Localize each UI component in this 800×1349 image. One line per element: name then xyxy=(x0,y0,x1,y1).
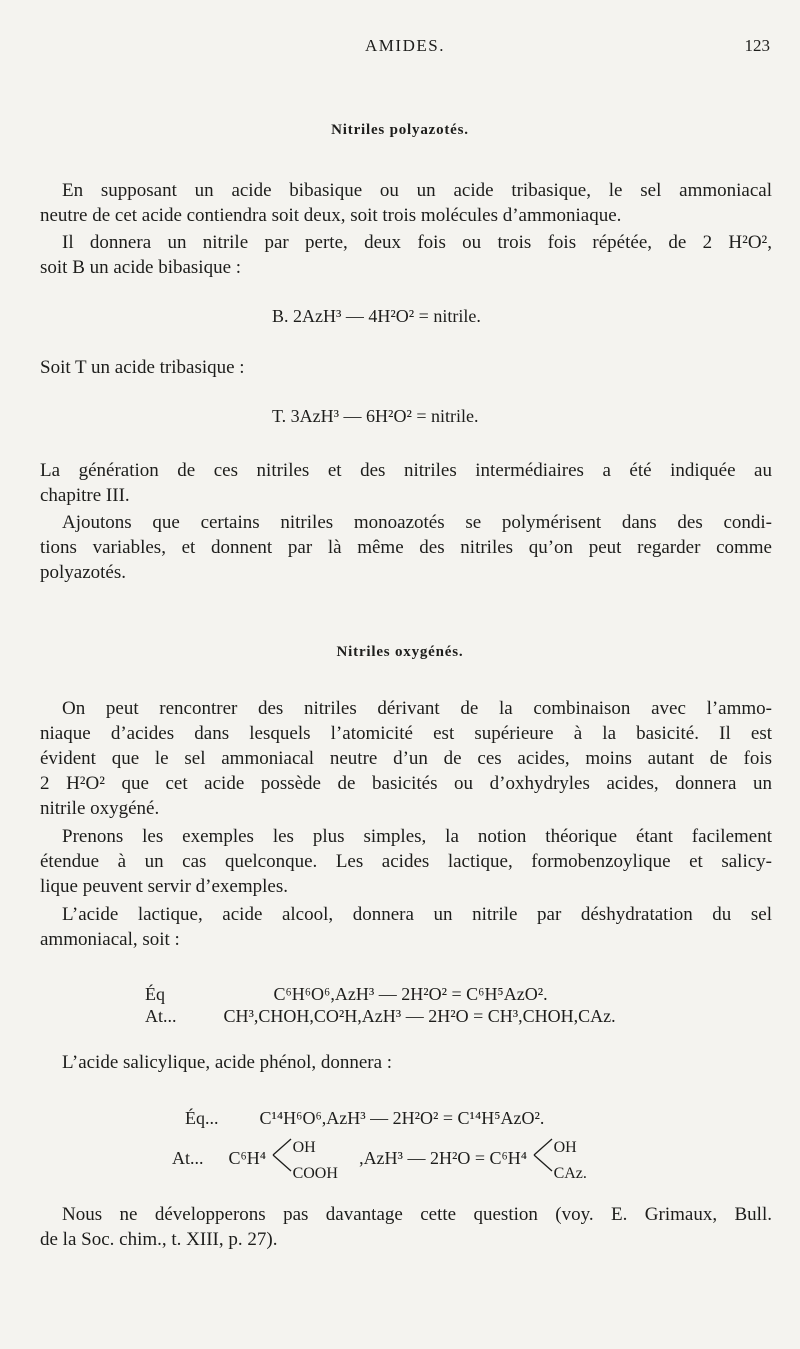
text-line: Soit T un acide tribasique : xyxy=(40,357,245,378)
running-title: AMIDES. xyxy=(365,36,445,55)
paragraph xyxy=(40,510,772,585)
page-number: 123 xyxy=(744,36,770,55)
paragraph xyxy=(40,355,772,380)
branch-top: OH xyxy=(292,1138,316,1156)
formula-bibasic: B. 2AzH³ — 4H²O² = nitrile. xyxy=(272,306,481,326)
text-line: étendue à un cas quelconque. Les acides lactique, formobenzoylique et salicy- xyxy=(40,851,772,872)
formula-group: C⁶H⁴ xyxy=(228,1148,267,1168)
section-title-polyazotes: Nitriles polyazotés. xyxy=(331,122,469,138)
text-line: ammoniacal, soit : xyxy=(40,929,180,950)
text-line: nitrile oxygéné. xyxy=(40,798,160,819)
formula-label: Éq... xyxy=(185,1108,219,1128)
branch-top: OH xyxy=(553,1138,577,1156)
text-line: neutre de cet acide contiendra soit deux, soit trois molécules d’ammoniaque. xyxy=(40,205,622,226)
paragraph xyxy=(40,458,772,508)
formula-label: At... xyxy=(145,1006,177,1026)
formula-label: At... xyxy=(172,1148,204,1168)
text-line: La génération de ces nitriles et des nitriles intermédiaires a été indiquée au xyxy=(40,460,772,481)
text-line: lique peuvent servir d’exemples. xyxy=(40,876,288,897)
branch-lines xyxy=(532,1137,554,1173)
branch-bottom: COOH xyxy=(292,1164,338,1182)
text-line: chapitre III. xyxy=(40,485,130,506)
text-line: de la Soc. chim., t. XIII, p. 27). xyxy=(40,1229,278,1250)
formula-lactic-eq xyxy=(145,984,548,1005)
text-line: Prenons les exemples les plus simples, la notion théorique étant facilement xyxy=(62,826,772,847)
text-line: On peut rencontrer des nitriles dérivant de la combinaison avec l’ammo- xyxy=(62,698,772,719)
branch-bracket xyxy=(271,1138,375,1182)
formula-label: Éq xyxy=(145,984,165,1004)
running-header xyxy=(40,36,770,60)
formula-tribasic: T. 3AzH³ — 6H²O² = nitrile. xyxy=(272,406,479,426)
section-title-oxygenes: Nitriles oxygénés. xyxy=(336,644,464,660)
text-line: Nous ne développerons pas davantage cette question (voy. E. Grimaux, Bull. xyxy=(62,1204,772,1225)
formula-body: CH³,CHOH,CO²H,AzH³ — 2H²O = CH³,CHOH,CAz. xyxy=(223,1006,616,1026)
paragraph xyxy=(40,696,772,821)
paragraph xyxy=(40,230,772,280)
text-line: Il donnera un nitrile par perte, deux fois ou trois fois répétée, de 2 H²O², xyxy=(62,232,772,253)
text-line: En supposant un acide bibasique ou un acide tribasique, le sel ammoniacal xyxy=(62,180,772,201)
text-line: tions variables, et donnent par là même des nitriles qu’on peut regarder comme xyxy=(40,537,772,558)
text-line: soit B un acide bibasique : xyxy=(40,257,242,278)
text-line: L’acide salicylique, acide phénol, donnera : xyxy=(62,1052,393,1073)
formula-salicylic-eq xyxy=(185,1108,544,1129)
paragraph xyxy=(40,1202,772,1252)
text-line: niaque d’acides dans lesquels l’atomicité est supérieure à la basicité. Il est xyxy=(40,723,772,744)
formula-salicylic-at xyxy=(172,1138,592,1182)
branch-bottom: CAz. xyxy=(553,1164,587,1182)
branch-bracket xyxy=(532,1138,592,1182)
formula-body: C⁶H⁶O⁶,AzH³ — 2H²O² = C⁶H⁵AzO². xyxy=(273,984,548,1004)
paragraph xyxy=(40,178,772,228)
text-line: Ajoutons que certains nitriles monoazotés se polymérisent dans des condi- xyxy=(62,512,772,533)
branch-lines xyxy=(271,1137,293,1173)
paragraph xyxy=(40,824,772,899)
paragraph xyxy=(40,902,772,952)
text-line: L’acide lactique, acide alcool, donnera un nitrile par déshydratation du sel xyxy=(62,904,772,925)
formula-body: C¹⁴H⁶O⁶,AzH³ — 2H²O² = C¹⁴H⁵AzO². xyxy=(259,1108,545,1128)
text-line: polyazotés. xyxy=(40,562,127,583)
formula-body: ,AzH³ — 2H²O = C⁶H⁴ xyxy=(359,1148,528,1168)
paragraph xyxy=(40,1050,772,1075)
formula-lactic-at xyxy=(145,1006,616,1027)
text-line: 2 H²O² que cet acide possède de basicités ou d’oxhydryles acides, donnera un xyxy=(40,773,772,794)
text-line: évident que le sel ammoniacal neutre d’un de ces acides, moins autant de fois xyxy=(40,748,772,769)
